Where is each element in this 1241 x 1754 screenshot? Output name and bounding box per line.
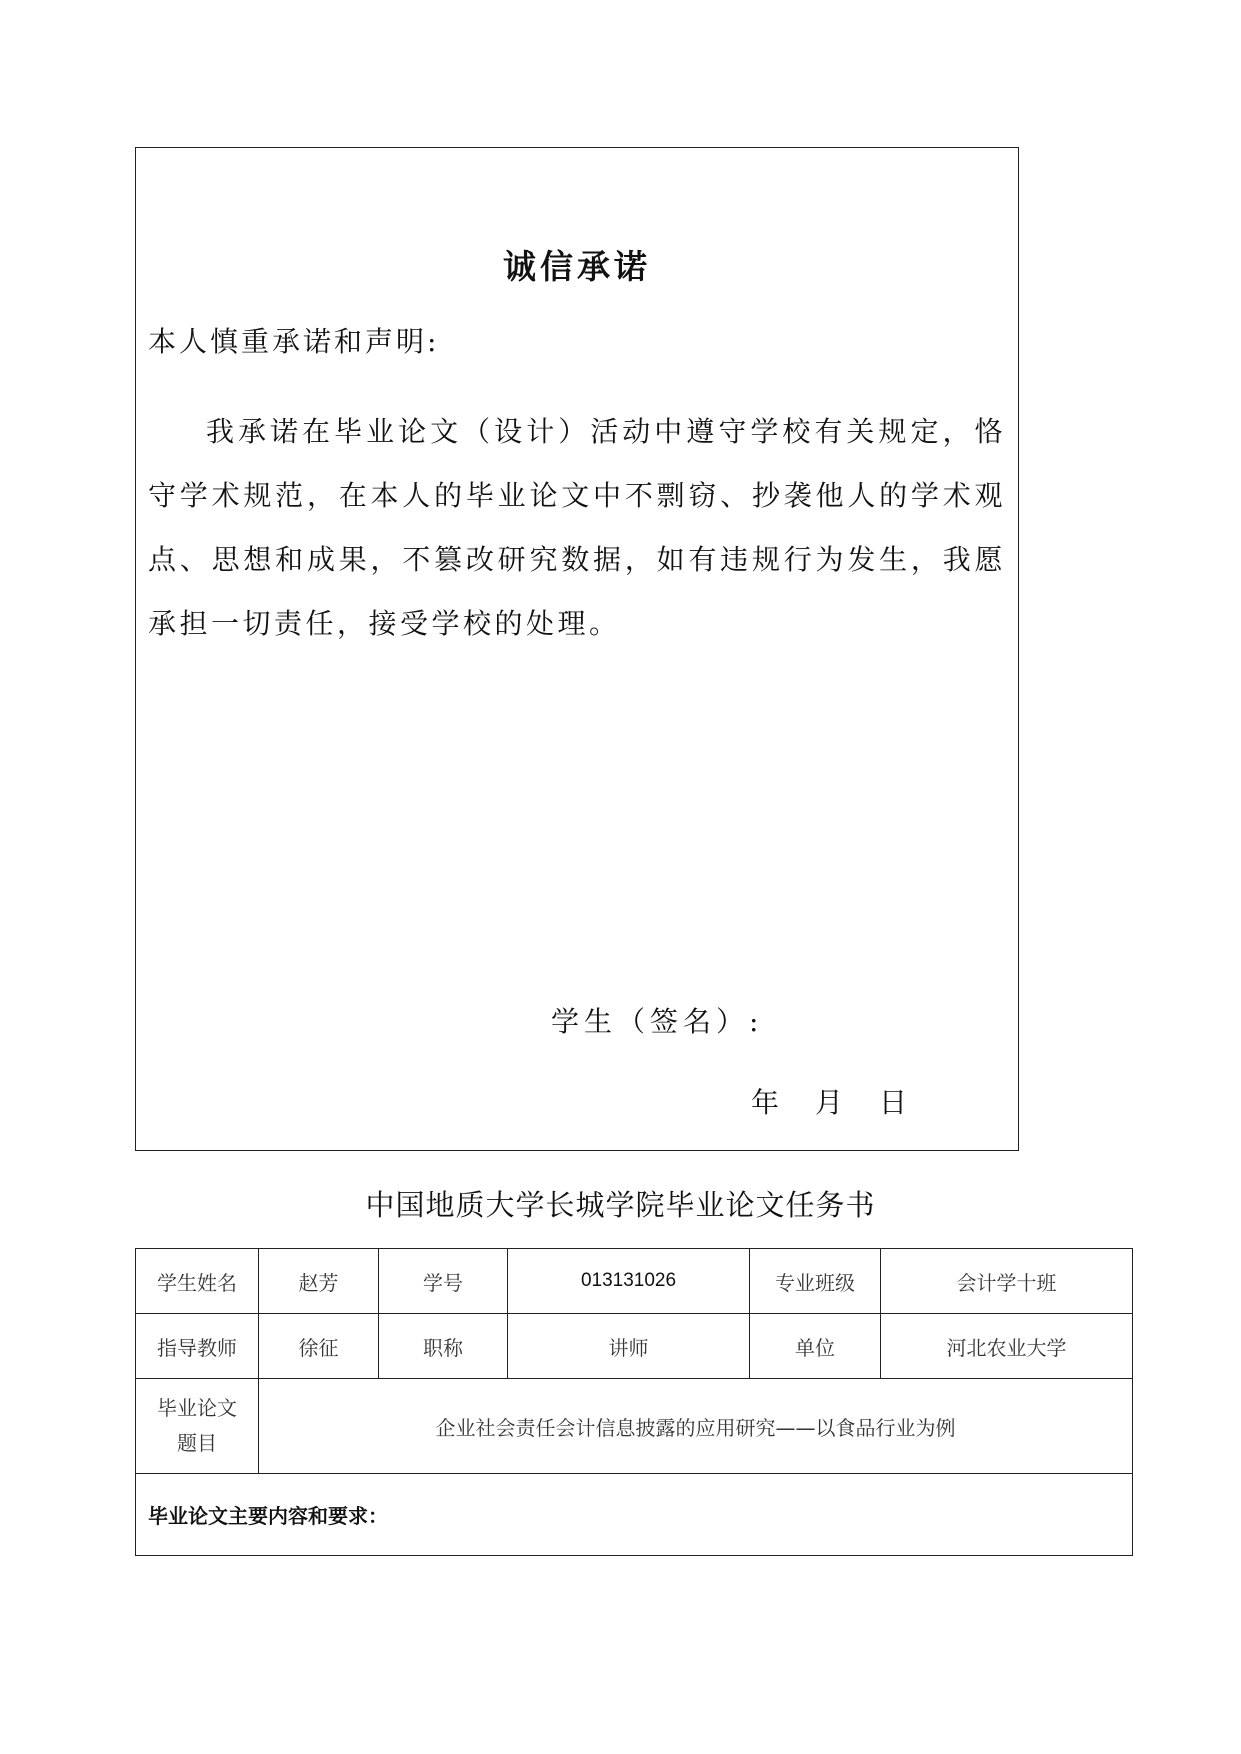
table-row xyxy=(136,1249,1133,1314)
date-year-label: 年 xyxy=(751,1086,780,1119)
thesis-topic-label-line2: 题目 xyxy=(177,1431,217,1455)
class-value: 会计学十班 xyxy=(881,1249,1133,1314)
task-book-table xyxy=(135,1248,1133,1556)
thesis-topic-value: 企业社会责任会计信息披露的应用研究——以食品行业为例 xyxy=(259,1379,1133,1474)
student-id-label: 学号 xyxy=(379,1249,508,1314)
unit-label: 单位 xyxy=(750,1314,881,1379)
student-name-label: 学生姓名 xyxy=(136,1249,259,1314)
student-name-value: 赵芳 xyxy=(259,1249,379,1314)
thesis-topic-label xyxy=(136,1379,259,1474)
thesis-content-requirements-label: 毕业论文主要内容和要求： xyxy=(136,1474,1133,1556)
student-signature-label: 学生（签名）: xyxy=(551,1005,764,1038)
advisor-label: 指导教师 xyxy=(136,1314,259,1379)
date-day-label: 日 xyxy=(879,1086,908,1119)
advisor-value: 徐征 xyxy=(259,1314,379,1379)
date-month-label: 月 xyxy=(815,1086,844,1119)
advisor-title-label: 职称 xyxy=(379,1314,508,1379)
integrity-pledge-box xyxy=(135,147,1019,1151)
task-book-title: 中国地质大学长城学院毕业论文任务书 xyxy=(365,1188,876,1222)
pledge-body-text: 我承诺在毕业论文（设计）活动中遵守学校有关规定，恪守学术规范，在本人的毕业论文中不剽窃、抄袭他人的学术观点、思想和成果，不篡改研究数据，如有违规行为发生，我愿承担一切责任，接受学校的处理。 xyxy=(148,415,1006,640)
table-row xyxy=(136,1379,1133,1474)
pledge-title: 诚信承诺 xyxy=(503,247,651,286)
signature-date-line xyxy=(751,1081,907,1121)
table-row xyxy=(136,1474,1133,1556)
student-id-value: 013131026 xyxy=(508,1249,750,1314)
unit-value: 河北农业大学 xyxy=(881,1314,1133,1379)
table-row xyxy=(136,1314,1133,1379)
pledge-intro: 本人慎重承诺和声明: xyxy=(148,325,440,358)
advisor-title-value: 讲师 xyxy=(508,1314,750,1379)
thesis-topic-label-line1: 毕业论文 xyxy=(157,1396,237,1420)
class-label: 专业班级 xyxy=(750,1249,881,1314)
